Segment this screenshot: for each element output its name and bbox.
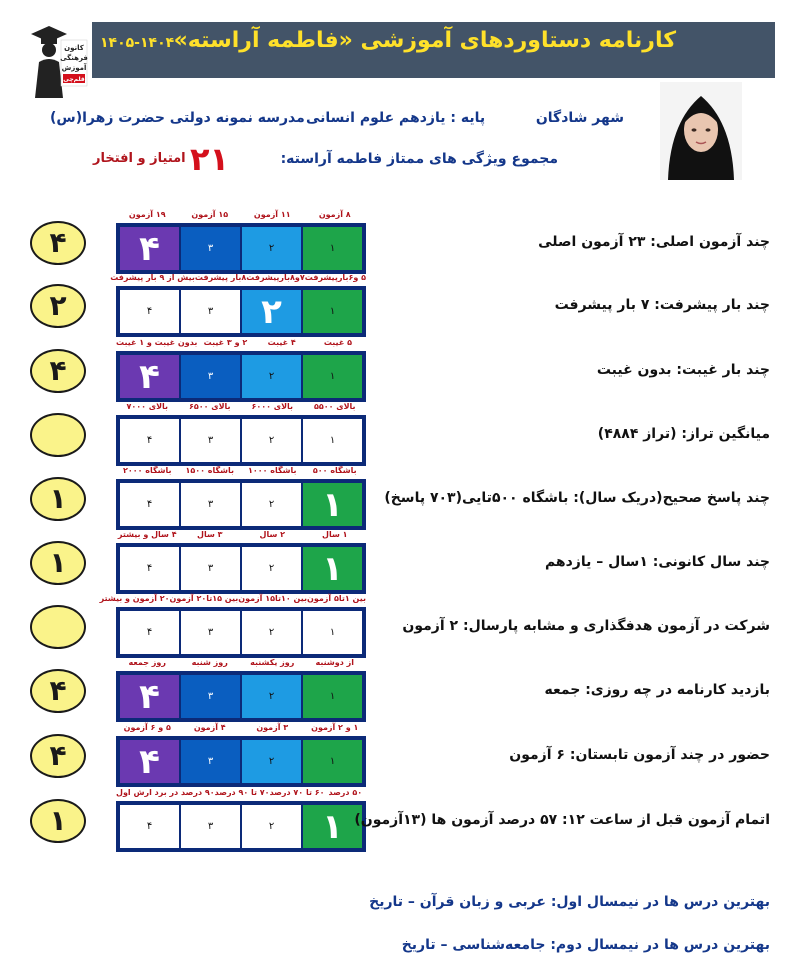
level-cell: ۳	[181, 740, 240, 783]
row-question: شرکت در آزمون هدفگذاری و مشابه پارسال: ۲ آزمون	[402, 618, 770, 634]
level-cell: ۲	[242, 547, 301, 590]
level-headers	[116, 530, 366, 542]
level-header: باشگاه ۵۰۰	[312, 466, 357, 475]
level-cell: ۲	[242, 611, 301, 654]
level-header: ۱۵ آزمون	[191, 210, 229, 219]
level-cell: ۲	[242, 419, 301, 462]
level-cell: ۱	[303, 355, 362, 398]
score-badge: ۴	[30, 669, 86, 713]
level-cell: ۱	[303, 290, 362, 333]
score-badge: ۱	[30, 799, 86, 843]
level-header: ۱ سال	[322, 530, 348, 539]
city-info: شهر شادگان	[535, 110, 624, 126]
level-grid	[116, 607, 366, 658]
graduate-logo-icon	[25, 20, 89, 100]
level-header: ۷و۸بارپیشرفت	[246, 273, 305, 282]
achievement-row	[0, 530, 794, 592]
level-headers	[116, 338, 366, 350]
level-cell: ۳	[181, 547, 240, 590]
level-cell: ۴	[120, 675, 179, 718]
level-cell: ۳	[181, 483, 240, 526]
achievement-row	[0, 466, 794, 528]
level-header: ۵ و ۶ آزمون	[123, 723, 171, 732]
level-cell: ۱	[303, 483, 362, 526]
level-cell: ۴	[120, 547, 179, 590]
svg-text:کانون: کانون	[64, 44, 84, 52]
level-header: ۱ و ۲ آزمون	[311, 723, 359, 732]
student-photo	[660, 82, 742, 180]
score-badge	[30, 605, 86, 649]
score-badge: ۱	[30, 477, 86, 521]
level-header: ۲ و ۳ غیبت	[203, 338, 248, 347]
score-badge: ۴	[30, 734, 86, 778]
level-header: ۴ آزمون	[193, 723, 226, 732]
level-header: بالای ۶۰۰۰	[251, 402, 294, 411]
level-grid	[116, 479, 366, 530]
level-cell: ۳	[181, 419, 240, 462]
score-badge: ۴	[30, 349, 86, 393]
achievement-row	[0, 273, 794, 335]
svg-text:فرهنگی: فرهنگی	[60, 54, 88, 62]
level-header: باشگاه ۱۰۰۰	[247, 466, 297, 475]
level-cell: ۲	[242, 675, 301, 718]
level-grid	[116, 671, 366, 722]
level-header: ۵ غیبت	[323, 338, 352, 347]
level-header: ۱۱ آزمون	[253, 210, 291, 219]
level-header: ۳ سال	[197, 530, 223, 539]
level-cell: ۲	[242, 290, 301, 333]
level-cell: ۴	[120, 290, 179, 333]
achievement-row	[0, 402, 794, 464]
achievement-row	[0, 658, 794, 720]
school-info: مدرسه نمونه دولتی حضرت زهرا(س)	[50, 110, 305, 126]
level-cell: ۴	[120, 483, 179, 526]
level-cell: ۲	[242, 740, 301, 783]
level-cell: ۴	[120, 805, 179, 848]
level-cell: ۱	[303, 419, 362, 462]
level-header: ۵ و۶بارپیشرفت	[304, 273, 366, 282]
best-subjects-first-semester: بهترین درس ها در نیمسال اول: عربی و زبان قرآن – تاریخ	[369, 894, 770, 910]
level-cell: ۱	[303, 740, 362, 783]
level-header: روز یکشنبه	[250, 658, 295, 667]
level-cell: ۲	[242, 227, 301, 270]
level-headers	[116, 402, 366, 414]
level-headers	[110, 273, 366, 285]
level-cell: ۳	[181, 611, 240, 654]
row-question: چند آزمون اصلی: ۲۳ آزمون اصلی	[538, 234, 770, 250]
row-question: چند بار پیشرفت: ۷ بار پیشرفت	[554, 297, 770, 313]
row-question: چند بار غیبت: بدون غیبت	[596, 362, 770, 378]
grade-info: پایه : یازدهم علوم انسانی	[306, 110, 486, 126]
level-headers	[116, 466, 366, 478]
row-question: چند پاسخ صحیح(دریک سال): باشگاه ۵۰۰تایی(۷۰۳ پاسخ)	[384, 490, 770, 506]
level-grid	[116, 543, 366, 594]
row-question: اتمام آزمون قبل از ساعت ۱۲: ۵۷ درصد آزمون ها (۱۳آزمون)	[354, 812, 770, 828]
level-cell: ۱	[303, 227, 362, 270]
level-header: بالای ۷۰۰۰	[126, 402, 169, 411]
level-grid	[116, 286, 366, 337]
level-header: از دوشنبه	[315, 658, 354, 667]
level-cell: ۳	[181, 805, 240, 848]
level-header: باشگاه ۲۰۰۰	[122, 466, 172, 475]
level-header: ۲۰ آزمون و بیشتر	[99, 594, 170, 603]
level-cell: ۴	[120, 355, 179, 398]
level-cell: ۴	[120, 227, 179, 270]
level-header: روز جمعه	[128, 658, 166, 667]
level-cell: ۱	[303, 675, 362, 718]
level-header: بین ۱۵تا۲۰ آزمون	[169, 594, 239, 603]
row-question: چند سال کانونی: ۱سال – یازدهم	[544, 554, 770, 570]
achievement-row	[0, 594, 794, 656]
level-header: ۴ غیبت	[267, 338, 296, 347]
level-headers	[116, 210, 366, 222]
level-header: ۵۰ درصد	[328, 788, 363, 797]
level-cell: ۱	[303, 805, 362, 848]
level-cell: ۴	[120, 419, 179, 462]
row-question: میانگین تراز: (تراز ۴۸۸۴)	[597, 426, 770, 442]
best-subjects-second-semester: بهترین درس ها در نیمسال دوم: جامعه‌شناسی – تاریخ	[401, 937, 770, 953]
level-cell: ۲	[242, 483, 301, 526]
level-grid	[116, 736, 366, 787]
level-cell: ۴	[120, 611, 179, 654]
level-header: ۶۰ تا ۷۰ درصد	[269, 788, 325, 797]
score-badge: ۱	[30, 541, 86, 585]
total-score: ۲۱	[190, 140, 230, 178]
level-header: ۷۰ تا ۹۰ درصد	[214, 788, 270, 797]
score-badge: ۴	[30, 221, 86, 265]
score-label: امتیاز و افتخار	[93, 151, 186, 166]
level-cell: ۲	[242, 805, 301, 848]
svg-text:قلم‌چی: قلم‌چی	[63, 76, 85, 83]
level-cell: ۲	[242, 355, 301, 398]
score-badge	[30, 413, 86, 457]
level-headers	[116, 658, 366, 670]
level-cell: ۳	[181, 290, 240, 333]
achievement-row	[0, 788, 794, 850]
level-cell: ۱	[303, 547, 362, 590]
level-grid	[116, 223, 366, 274]
achievement-row	[0, 210, 794, 272]
level-headers	[116, 788, 366, 800]
level-headers	[116, 723, 366, 735]
level-header: ۸بار پیشرفت	[194, 273, 247, 282]
level-header: روز شنبه	[191, 658, 228, 667]
level-header: ۴ سال و بیشتر	[117, 530, 177, 539]
level-grid	[116, 415, 366, 466]
level-headers	[99, 594, 366, 606]
level-header: ۱۹ آزمون	[128, 210, 166, 219]
level-cell: ۳	[181, 227, 240, 270]
achievement-row	[0, 723, 794, 785]
features-label: مجموع ویژگی های ممتاز فاطمه آراسته:	[280, 151, 558, 167]
kanoon-logo	[25, 20, 89, 100]
level-header: بیش از ۹ بار پیشرفت	[110, 273, 195, 282]
level-header: بالای ۵۵۰۰	[313, 402, 356, 411]
level-cell: ۳	[181, 355, 240, 398]
level-header: بدون غیبت و ۱ غیبت	[115, 338, 198, 347]
level-grid	[116, 351, 366, 402]
level-cell: ۱	[303, 611, 362, 654]
level-cell: ۳	[181, 675, 240, 718]
row-question: حضور در چند آزمون تابستان: ۶ آزمون	[509, 747, 770, 763]
level-header: ۳ آزمون	[256, 723, 289, 732]
level-header: ۸ آزمون	[318, 210, 351, 219]
level-header: ۲ سال	[259, 530, 285, 539]
level-header: باشگاه ۱۵۰۰	[185, 466, 235, 475]
level-header: بالای ۶۵۰۰	[188, 402, 231, 411]
score-badge: ۲	[30, 284, 86, 328]
level-cell: ۴	[120, 740, 179, 783]
year-range: ۱۴۰۵-۱۴۰۴	[100, 35, 175, 51]
level-grid	[116, 801, 366, 852]
row-question: بازدید کارنامه در چه روزی: جمعه	[544, 682, 770, 698]
level-header: بین ۱تا۵ آزمون	[307, 594, 366, 603]
level-header: ۹۰ درصد در برد ارش اول	[116, 788, 215, 797]
achievement-row	[0, 338, 794, 400]
level-header: بین ۱۰تا۱۵ آزمون	[238, 594, 307, 603]
svg-text:آموزش: آموزش	[61, 64, 87, 72]
page-title: کارنامه دستاوردهای آموزشی «فاطمه آراسته»	[173, 28, 676, 53]
